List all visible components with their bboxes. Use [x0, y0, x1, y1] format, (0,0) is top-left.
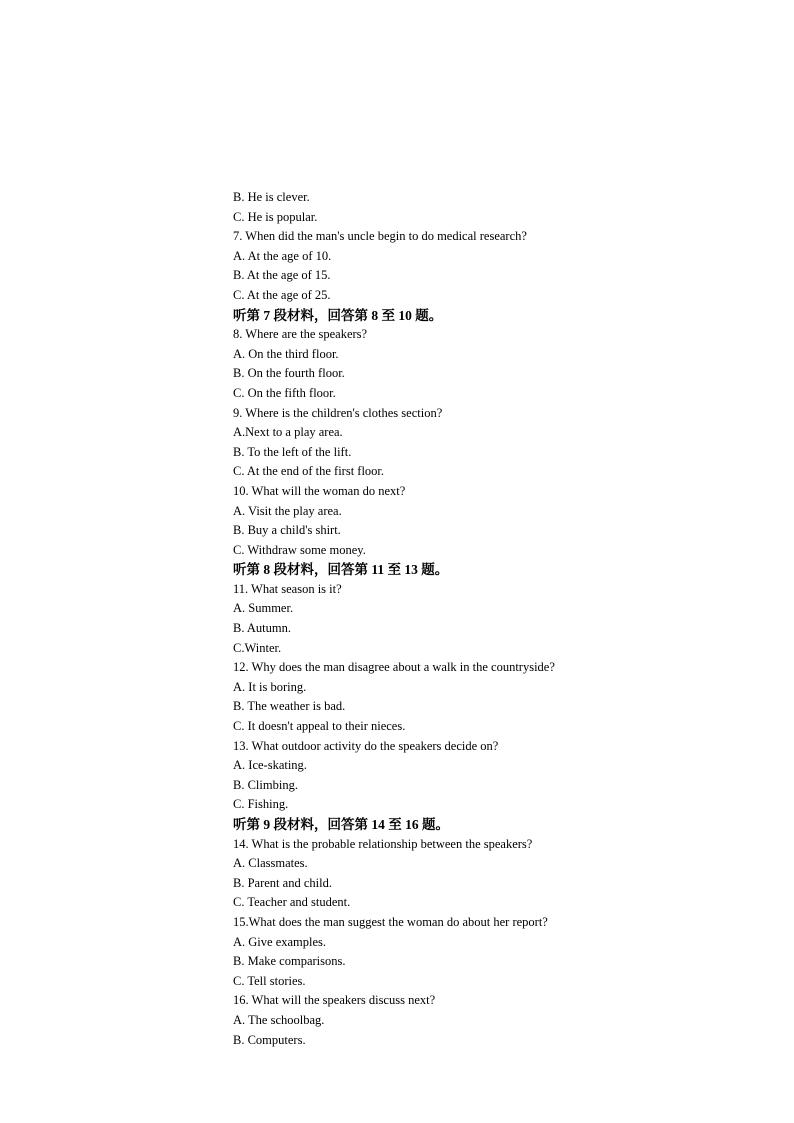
answer-option: C. Tell stories.: [233, 973, 306, 988]
answer-option: B. Make comparisons.: [233, 954, 346, 969]
answer-option: A. Give examples.: [233, 934, 327, 949]
answer-option: C. It doesn't appeal to their nieces.: [233, 719, 406, 734]
question-text: 9. Where is the children's clothes section?: [233, 405, 443, 420]
answer-option: B. On the fourth floor.: [233, 366, 345, 381]
answer-option: A. Ice-skating.: [233, 758, 307, 773]
answer-option: C. At the age of 25.: [233, 287, 331, 302]
exam-page: [233, 188, 753, 1050]
answer-option: A. At the age of 10.: [233, 248, 332, 263]
section-heading: 听第 9 段材料，回答第 14 至 16 题。: [233, 817, 449, 832]
question-text: 7. When did the man's uncle begin to do medical research?: [233, 229, 527, 244]
answer-option: B. At the age of 15.: [233, 268, 331, 283]
answer-option: A. The schoolbag.: [233, 1012, 325, 1027]
answer-option: B. Climbing.: [233, 777, 298, 792]
answer-option: C. Fishing.: [233, 797, 289, 812]
answer-option: B. Autumn.: [233, 621, 291, 636]
answer-option: B. He is clever.: [233, 190, 310, 204]
section-heading: 听第 7 段材料，回答第 8 至 10 题。: [233, 307, 443, 323]
question-text: 16. What will the speakers discuss next?: [233, 993, 436, 1008]
answer-option: B. Parent and child.: [233, 875, 332, 890]
question-text: 8. Where are the speakers?: [233, 327, 368, 342]
question-text: 10. What will the woman do next?: [233, 483, 406, 498]
answer-option: A. Summer.: [233, 601, 294, 616]
answer-option: B. The weather is bad.: [233, 699, 346, 714]
answer-option: C. At the end of the first floor.: [233, 464, 385, 479]
answer-option: A. It is boring.: [233, 679, 307, 694]
answer-option: A. On the third floor.: [233, 346, 339, 361]
answer-option: B. To the left of the lift.: [233, 444, 352, 459]
answer-option: C. Withdraw some money.: [233, 542, 366, 557]
answer-option: C. Teacher and student.: [233, 895, 351, 910]
answer-option: C. On the fifth floor.: [233, 385, 336, 400]
answer-option: B. Computers.: [233, 1032, 306, 1047]
question-text: 12. Why does the man disagree about a walk in the countryside?: [233, 660, 555, 675]
answer-option: C.Winter.: [233, 640, 282, 655]
question-text: 15.What does the man suggest the woman do about her report?: [233, 914, 548, 929]
section-heading: 听第 8 段材料，回答第 11 至 13 题。: [233, 562, 449, 578]
question-text: 13. What outdoor activity do the speakers decide on?: [233, 738, 499, 753]
answer-option: C. He is popular.: [233, 209, 318, 224]
answer-option: B. Buy a child's shirt.: [233, 523, 341, 538]
question-text: 14. What is the probable relationship between the speakers?: [233, 836, 533, 851]
answer-option: A. Classmates.: [233, 856, 308, 871]
answer-option: A. Visit the play area.: [233, 503, 342, 518]
question-text: 11. What season is it?: [233, 581, 342, 596]
answer-option: A.Next to a play area.: [233, 425, 343, 440]
